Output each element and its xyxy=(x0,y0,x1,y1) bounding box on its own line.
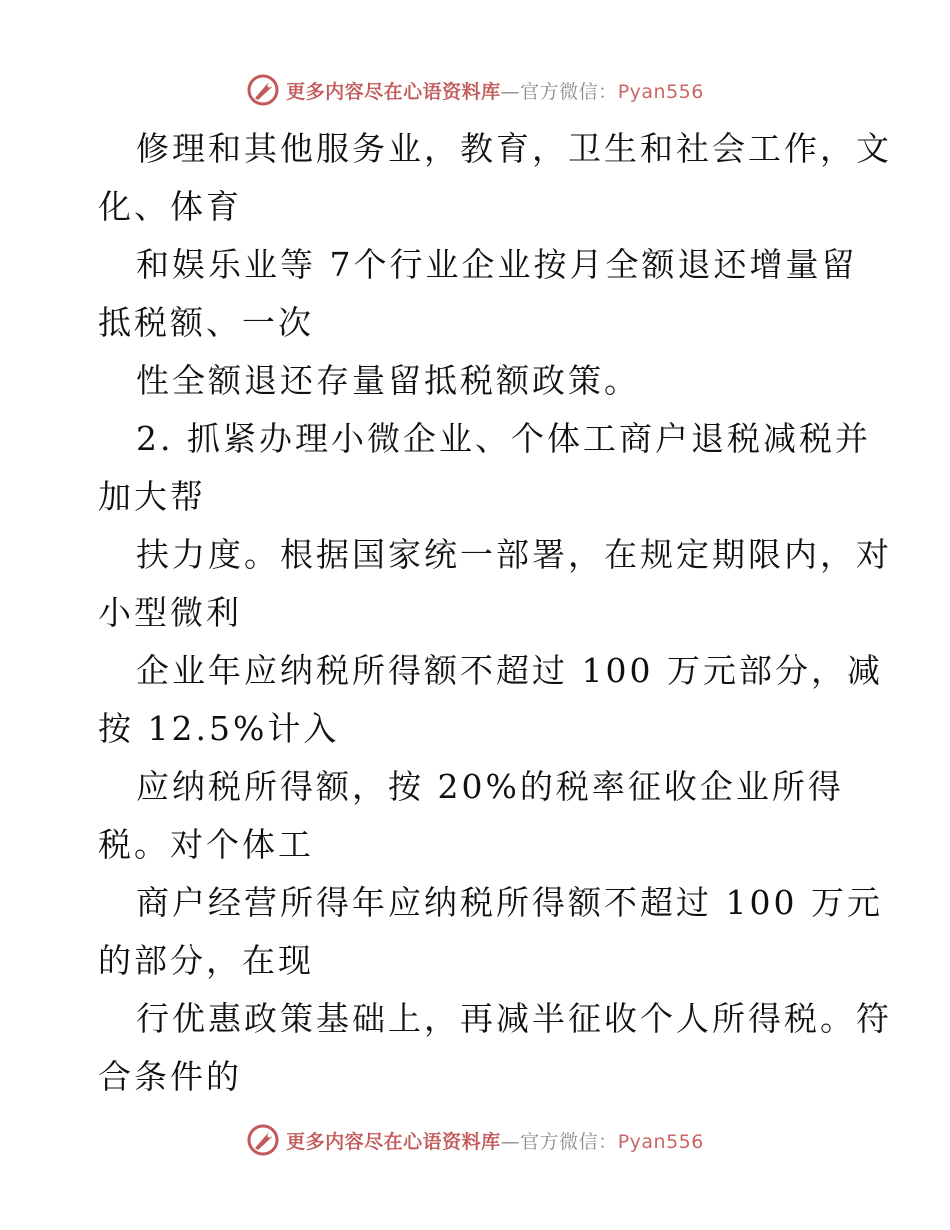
watermark-brand: 更多内容尽在心语资料库 xyxy=(286,1130,501,1153)
footer-watermark xyxy=(0,1120,950,1160)
document-body xyxy=(98,120,892,1106)
pen-nib-logo-icon xyxy=(246,1123,280,1157)
text-line: 扶力度。根据国家统一部署，在规定期限内，对 xyxy=(136,535,892,574)
text-line: 行优惠政策基础上，再减半征收个人所得税。符 xyxy=(136,999,892,1038)
text-line: 修理和其他服务业，教育，卫生和社会工作，文 xyxy=(136,129,892,168)
watermark-separator: — xyxy=(500,1130,521,1153)
watermark-separator: — xyxy=(500,80,521,103)
text-line: 加大帮 xyxy=(98,477,206,516)
text-line: 商户经营所得年应纳税所得额不超过 100 万元 xyxy=(136,883,883,922)
text-line: 抵税额、一次 xyxy=(98,303,314,342)
watermark-text xyxy=(286,1127,704,1154)
text-line: 按 12.5%计入 xyxy=(98,709,340,748)
header-watermark xyxy=(0,70,950,110)
watermark-wechat-label: 官方微信： xyxy=(520,80,618,103)
text-line: 合条件的 xyxy=(98,1057,242,1096)
text-line: 化、体育 xyxy=(98,187,242,226)
watermark-brand: 更多内容尽在心语资料库 xyxy=(286,80,501,103)
text-line: 性全额退还存量留抵税额政策。 xyxy=(136,361,640,400)
text-line: 和娱乐业等 7个行业企业按月全额退还增量留 xyxy=(136,245,858,284)
text-line: 企业年应纳税所得额不超过 100 万元部分，减 xyxy=(136,651,883,690)
watermark-wechat-label: 官方微信： xyxy=(520,1130,618,1153)
pen-nib-logo-icon xyxy=(246,73,280,107)
text-line: 小型微利 xyxy=(98,593,242,632)
watermark-text xyxy=(286,77,704,104)
text-line: 应纳税所得额，按 20%的税率征收企业所得 xyxy=(136,767,844,806)
watermark-wechat-id: Pyan556 xyxy=(617,80,704,103)
text-line: 2. 抓紧办理小微企业、个体工商户退税减税并 xyxy=(136,419,871,458)
text-line: 税。对个体工 xyxy=(98,825,314,864)
watermark-wechat-id: Pyan556 xyxy=(617,1130,704,1153)
text-line: 的部分，在现 xyxy=(98,941,314,980)
